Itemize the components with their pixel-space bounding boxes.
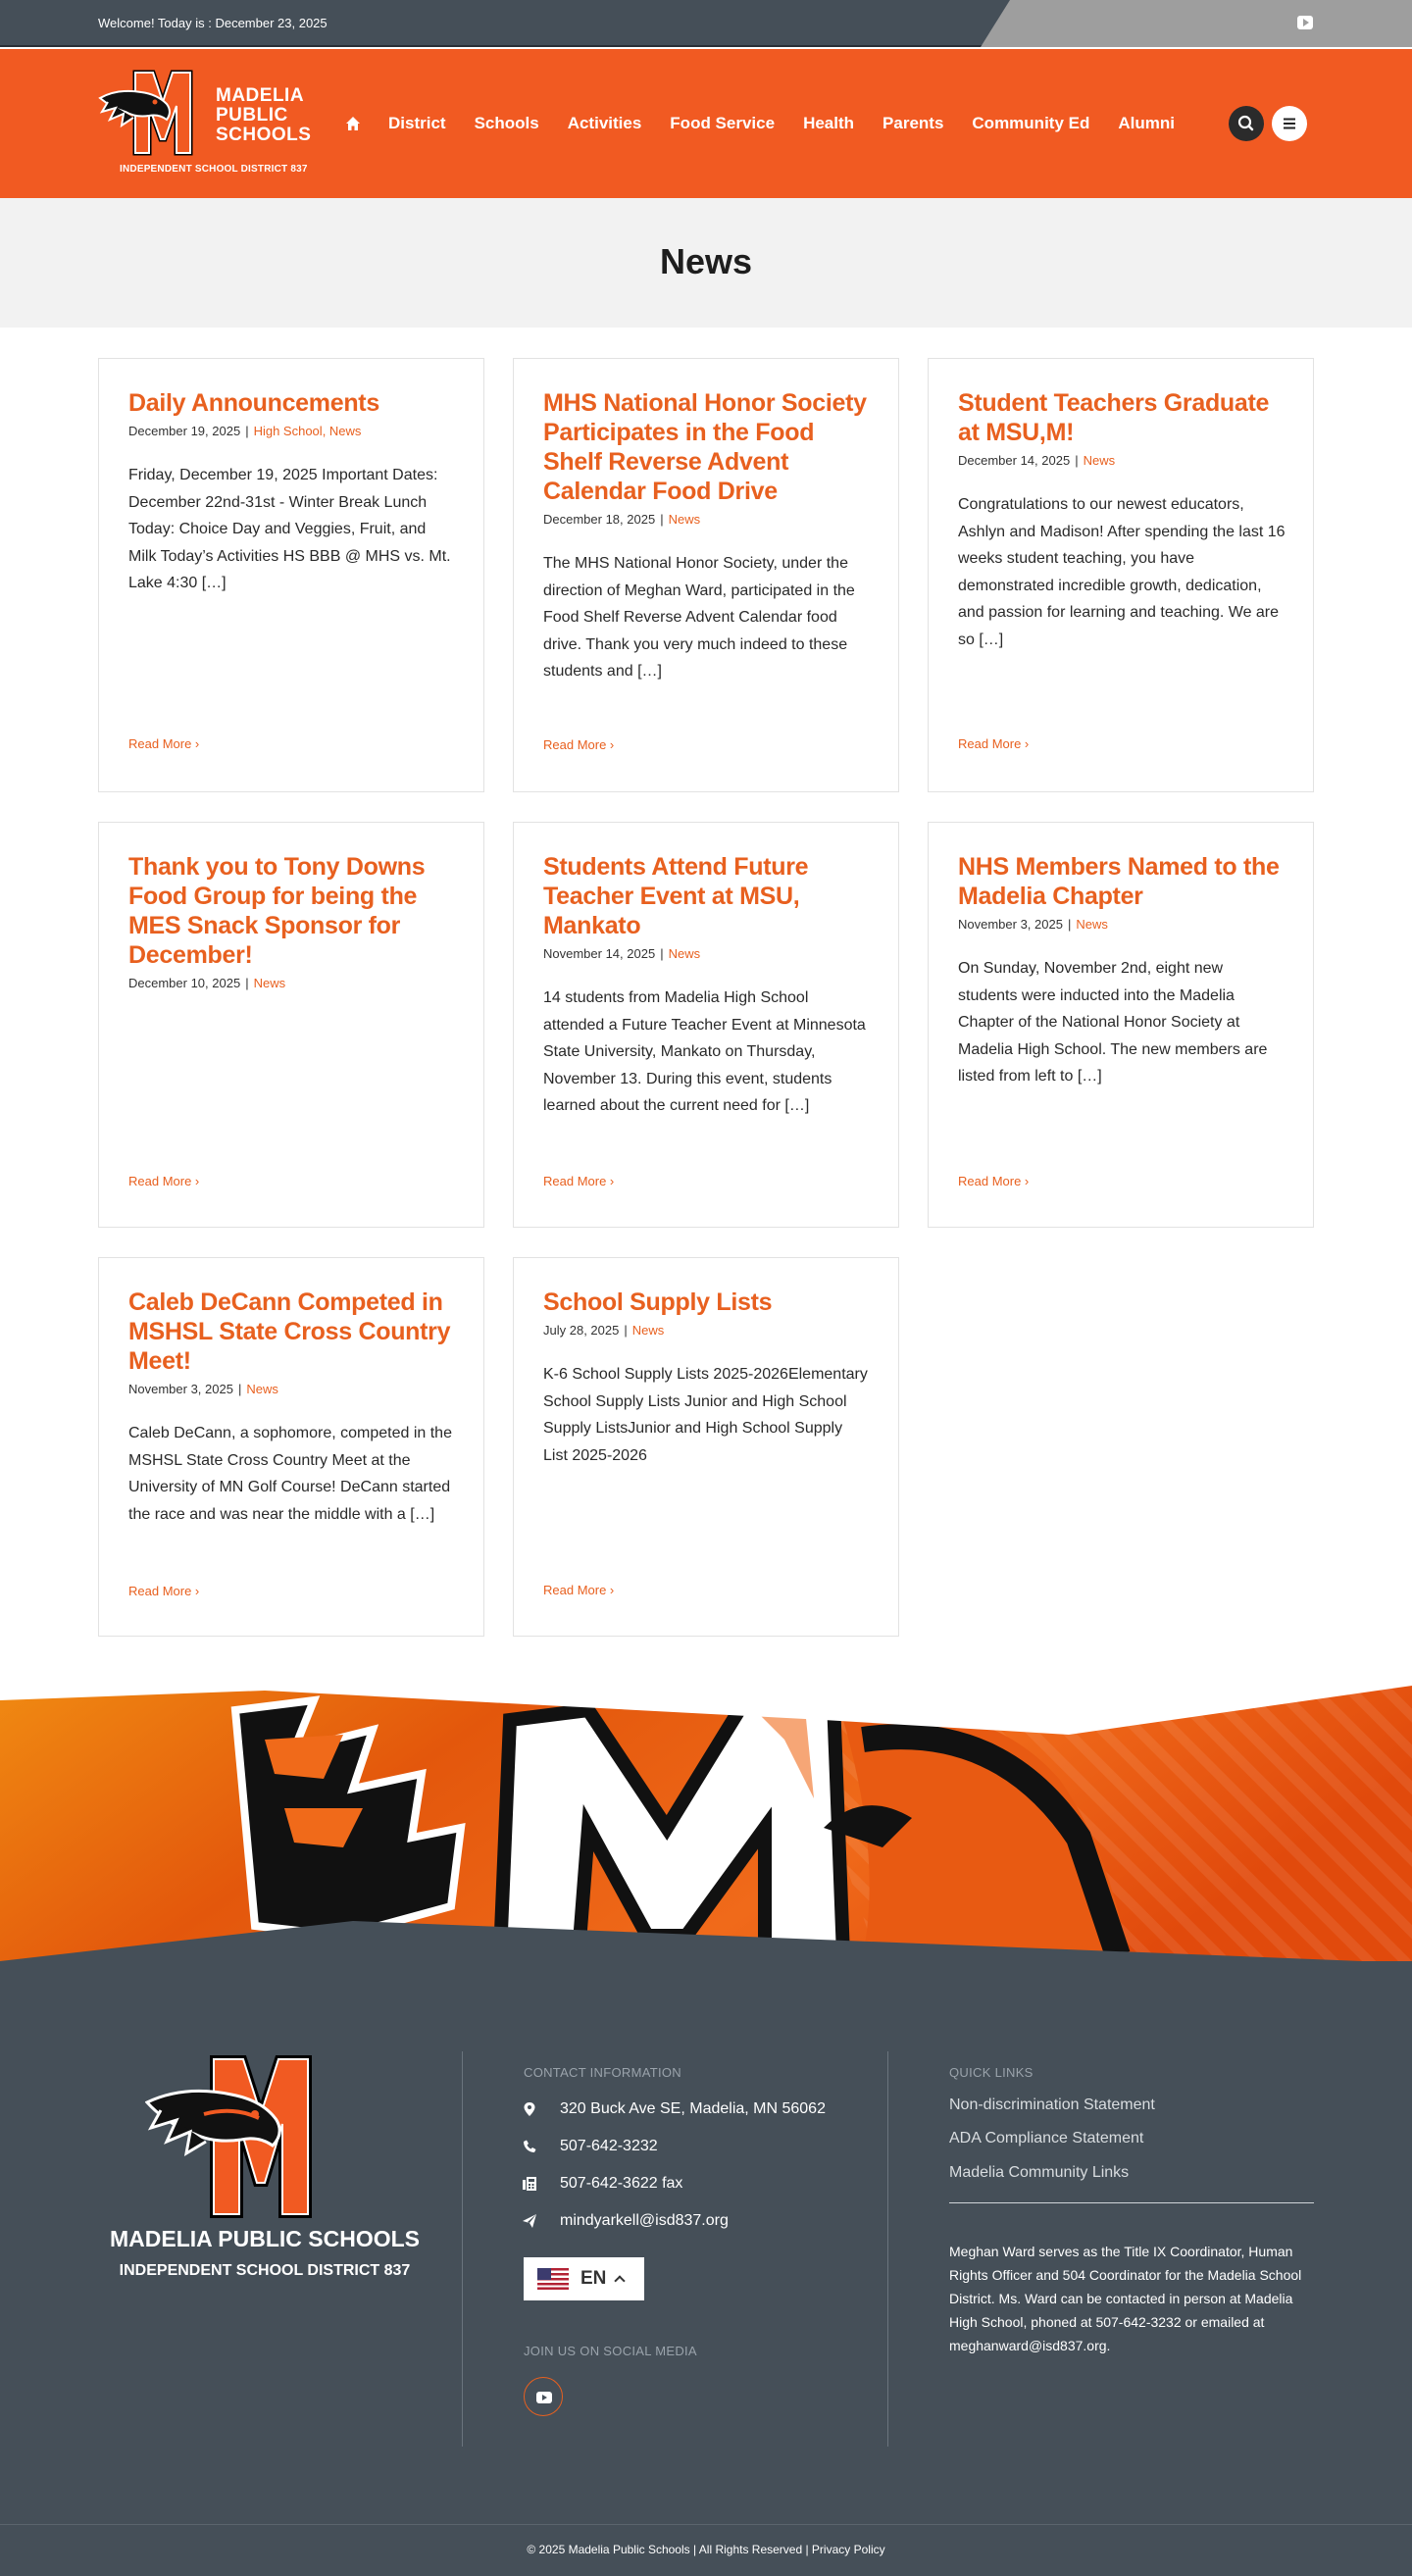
- read-more-link[interactable]: Read More ›: [128, 736, 200, 751]
- welcome-date-text: Welcome! Today is : December 23, 2025: [98, 16, 328, 30]
- fax-icon: [523, 2177, 536, 2191]
- nav-community-ed[interactable]: Community Ed: [972, 114, 1090, 132]
- us-flag-icon: [537, 2268, 569, 2290]
- nav-health[interactable]: Health: [803, 114, 855, 132]
- post-meta: November 3, 2025 | News: [958, 917, 1108, 932]
- logo-line-3: SCHOOLS: [216, 125, 312, 145]
- social-heading: JOIN US ON SOCIAL MEDIA: [524, 2344, 697, 2358]
- chevron-up-icon: [615, 2275, 626, 2286]
- post-meta: December 18, 2025 | News: [543, 512, 701, 527]
- post-date: November 3, 2025: [958, 917, 1063, 932]
- post-category-link[interactable]: News: [246, 1382, 278, 1396]
- language-code: EN: [580, 2268, 607, 2289]
- language-selector[interactable]: [524, 2257, 644, 2300]
- hawk-banner-graphic: [0, 1681, 1412, 1975]
- main-nav: [345, 49, 1203, 198]
- quick-link-community-links[interactable]: Madelia Community Links: [949, 2164, 1130, 2181]
- read-more-link[interactable]: Read More ›: [543, 1174, 615, 1188]
- map-marker-icon: [523, 2102, 536, 2116]
- post-title[interactable]: NHS Members Named to the Madelia Chapter: [958, 853, 1280, 910]
- logo-wordmark: [216, 86, 311, 145]
- post-card: [513, 822, 899, 1228]
- site-logo[interactable]: [98, 69, 324, 178]
- title-ix-statement: Meghan Ward serves as the Title IX Coordinator, Human Rights Officer and 504 Coordinator for the Madelia School District. Ms. Ward can be contacted in person at Madelia High School, phoned at 507-642-3232 or emailed at meghanward@isd837.org.: [949, 2244, 1302, 2353]
- home-icon[interactable]: [345, 116, 361, 131]
- post-card: [513, 1257, 899, 1637]
- read-more-link[interactable]: Read More ›: [128, 1174, 200, 1188]
- post-meta: November 14, 2025 | News: [543, 946, 701, 961]
- post-category-link[interactable]: News: [253, 976, 286, 990]
- read-more-link[interactable]: Read More ›: [958, 736, 1030, 751]
- post-meta: December 19, 2025 | High School, News: [128, 424, 362, 438]
- quick-links-heading: QUICK LINKS: [949, 2065, 1034, 2080]
- read-more-link[interactable]: Read More ›: [543, 1583, 615, 1597]
- contact-phone[interactable]: [523, 2138, 658, 2155]
- site-footer: [0, 1961, 1412, 2524]
- logo-district: INDEPENDENT SCHOOL DISTRICT 837: [120, 164, 308, 175]
- nav-schools[interactable]: Schools: [474, 114, 539, 132]
- post-date: November 3, 2025: [128, 1382, 233, 1396]
- post-category-link[interactable]: News: [1083, 453, 1116, 468]
- m-hawk-logo-icon: [98, 69, 216, 167]
- nav-alumni[interactable]: Alumni: [1118, 114, 1175, 132]
- search-button[interactable]: [1229, 106, 1264, 141]
- top-bar: [0, 0, 1412, 47]
- post-category-link[interactable]: High School: [253, 424, 323, 438]
- post-card: [98, 822, 484, 1228]
- logo-line-1: MADELIA: [216, 85, 305, 106]
- nav-activities[interactable]: Activities: [567, 114, 642, 132]
- contact-fax: [523, 2175, 682, 2193]
- post-category-link[interactable]: News: [328, 424, 362, 438]
- copyright-bar: [0, 2524, 1412, 2576]
- page-title: News: [659, 241, 753, 281]
- post-title[interactable]: Thank you to Tony Downs Food Group for being the MES Snack Sponsor for December!: [128, 853, 426, 969]
- page-title-bar: [0, 198, 1412, 328]
- read-more-link[interactable]: Read More ›: [128, 1584, 200, 1598]
- post-title[interactable]: Daily Announcements: [128, 389, 379, 417]
- post-card: [928, 822, 1314, 1228]
- quick-links-divider: [949, 2202, 1314, 2203]
- nav-food-service[interactable]: Food Service: [670, 114, 776, 132]
- post-date: December 18, 2025: [543, 512, 656, 527]
- top-social-strip: [981, 0, 1412, 47]
- post-title[interactable]: Student Teachers Graduate at MSU,M!: [958, 389, 1270, 446]
- post-date: December 14, 2025: [958, 453, 1071, 468]
- post-category-link[interactable]: News: [1076, 917, 1108, 932]
- fax-text: 507-642-3622 fax: [560, 2175, 683, 2192]
- footer-district: INDEPENDENT SCHOOL DISTRICT 837: [119, 2262, 411, 2279]
- post-meta: December 10, 2025 | News: [128, 976, 286, 990]
- post-meta: November 3, 2025 | News: [128, 1382, 278, 1396]
- email-text[interactable]: mindyarkell@isd837.org: [560, 2212, 729, 2229]
- site-header: [0, 49, 1412, 198]
- contact-email[interactable]: [523, 2212, 729, 2230]
- post-title[interactable]: School Supply Lists: [543, 1288, 773, 1316]
- contact-heading: CONTACT INFORMATION: [524, 2065, 681, 2080]
- address-text: 320 Buck Ave SE, Madelia, MN 56062: [560, 2100, 826, 2117]
- post-title[interactable]: MHS National Honor Society Participates in the Food Shelf Reverse Advent Calendar Food Drive: [543, 389, 867, 505]
- youtube-icon[interactable]: [1297, 16, 1313, 29]
- post-date: December 10, 2025: [128, 976, 241, 990]
- youtube-social-button[interactable]: [524, 2377, 563, 2416]
- hawk-banner: [0, 1681, 1412, 1975]
- post-excerpt: K-6 School Supply Lists 2025-2026Elementary School Supply Lists Junior and High School Supply ListsJunior and High School Supply List 2025-2026: [543, 1366, 868, 1464]
- hamburger-menu-icon: [1272, 106, 1307, 141]
- quick-link-ada-compliance[interactable]: ADA Compliance Statement: [949, 2130, 1144, 2147]
- nav-district[interactable]: District: [388, 114, 446, 132]
- quick-link-non-discrimination[interactable]: Non-discrimination Statement: [949, 2096, 1155, 2113]
- post-date: December 19, 2025: [128, 424, 241, 438]
- post-category-link[interactable]: News: [668, 512, 701, 527]
- post-card: [513, 358, 899, 792]
- menu-button[interactable]: [1272, 106, 1307, 141]
- footer-divider: [887, 2051, 888, 2447]
- phone-icon: [523, 2140, 536, 2153]
- footer-divider: [462, 2051, 463, 2447]
- post-excerpt: On Sunday, November 2nd, eight new students were inducted into the Madelia Chapter of the National Honor Society at Madelia High School. The new members are listed from left to […]: [958, 960, 1268, 1085]
- footer-m-hawk-logo-icon: [145, 2055, 351, 2220]
- phone-text[interactable]: 507-642-3232: [560, 2138, 658, 2154]
- post-excerpt: 14 students from Madelia High School attended a Future Teacher Event at Minnesota State University, Mankato on Thursday, November 13. During this event, students learned about the current need for […]: [543, 989, 866, 1114]
- contact-address: [523, 2100, 826, 2118]
- logo-line-2: PUBLIC: [216, 105, 288, 126]
- paper-plane-icon: [523, 2214, 536, 2228]
- footer-school-name: MADELIA PUBLIC SCHOOLS: [109, 2226, 421, 2251]
- post-category-link[interactable]: News: [668, 946, 701, 961]
- post-card: [98, 1257, 484, 1637]
- post-excerpt: Friday, December 19, 2025 Important Dates: December 22nd-31st - Winter Break Lunch Today: Choice Day and Veggies, Fruit, and Milk Today’s Activities HS BBB @ MHS vs. Mt. Lake 4:30 […]: [128, 467, 451, 591]
- post-card: [98, 358, 484, 792]
- post-title[interactable]: Students Attend Future Teacher Event at MSU, Mankato: [543, 853, 809, 939]
- copyright-text: © 2025 Madelia Public Schools | All Rights Reserved | Privacy Policy: [527, 2543, 885, 2556]
- post-date: November 14, 2025: [543, 946, 656, 961]
- read-more-link[interactable]: Read More ›: [958, 1174, 1030, 1188]
- post-meta: July 28, 2025 | News: [543, 1323, 665, 1338]
- nav-parents[interactable]: Parents: [882, 114, 944, 132]
- post-meta: December 14, 2025 | News: [958, 453, 1116, 468]
- post-title[interactable]: Caleb DeCann Competed in MSHSL State Cross Country Meet!: [128, 1288, 451, 1375]
- post-excerpt: The MHS National Honor Society, under the direction of Meghan Ward, participated in the Food Shelf Reverse Advent Calendar food drive. Thank you very much indeed to these students and […]: [543, 555, 855, 680]
- post-category-link[interactable]: News: [631, 1323, 665, 1338]
- read-more-link[interactable]: Read More ›: [543, 737, 615, 752]
- youtube-icon: [525, 2378, 564, 2417]
- post-excerpt: Congratulations to our newest educators, Ashlyn and Madison! After spending the last 16 weeks student teaching, you have demonstrated incredible growth, dedication, and passion for learning and teaching. We are so […]: [958, 496, 1286, 648]
- post-card: [928, 358, 1314, 792]
- post-excerpt: Caleb DeCann, a sophomore, competed in the MSHSL State Cross Country Meet at the University of MN Golf Course! DeCann started the race and was near the middle with a […]: [128, 1425, 452, 1523]
- post-date: July 28, 2025: [543, 1323, 620, 1338]
- search-icon: [1229, 106, 1264, 141]
